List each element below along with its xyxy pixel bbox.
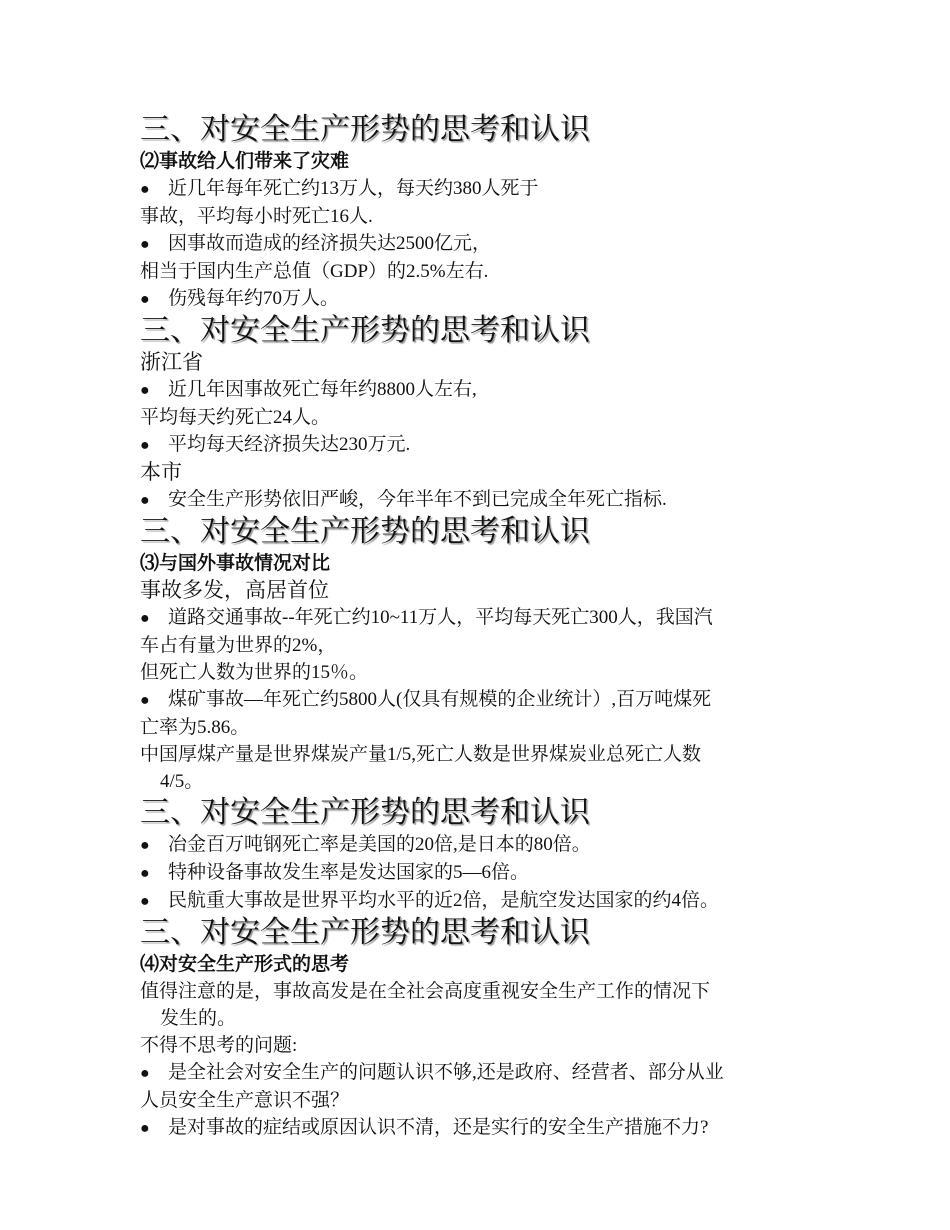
body-text: 值得注意的是，事故高发是在全社会高度重视安全生产工作的情况下 <box>140 981 711 1002</box>
bullet-text: 特种设备事故发生率是发达国家的5—6倍。 <box>168 862 530 883</box>
bullet-item <box>140 486 820 514</box>
bullet-text: 平均每天经济损失达230万元. <box>168 434 411 455</box>
bullet-item <box>140 175 820 203</box>
bullet-text: 安全生产形势依旧严峻，今年半年不到已完成全年死亡指标. <box>168 489 667 510</box>
section <box>140 112 820 313</box>
bullet-item <box>140 887 820 915</box>
bullet-text: 近几年因事故死亡每年约8800人左右, <box>168 379 477 400</box>
bullet-item <box>140 285 820 313</box>
bullet-icon: ● <box>140 492 150 509</box>
section <box>140 795 820 915</box>
body-text: 平均每天约死亡24人。 <box>140 407 331 428</box>
body-text: 发生的。 <box>160 1008 237 1029</box>
bullet-item <box>140 859 820 887</box>
bullet-icon: ● <box>140 437 150 454</box>
bullet-text: 煤矿事故—年死亡约5800人(仅具有规模的企业统计）,百万吨煤死 <box>168 689 712 710</box>
bullet-text: 伤残每年约70万人。 <box>168 288 340 309</box>
bullet-icon: ● <box>140 382 150 399</box>
section-subheading: ⑷对安全生产形式的思考 <box>140 953 350 975</box>
section <box>140 915 820 1142</box>
bullet-icon: ● <box>140 837 150 854</box>
bullet-icon: ● <box>140 865 150 882</box>
bullet-text: 道路交通事故--年死亡约10~11万人，平均每天死亡300人，我国汽 <box>168 607 713 628</box>
section-heading: 三、对安全生产形势的思考和认识 <box>140 515 590 548</box>
bullet-icon: ● <box>140 236 150 253</box>
body-text: 相当于国内生产总值（GDP）的2.5%左右. <box>140 261 489 282</box>
bullet-icon: ● <box>140 692 150 709</box>
bullet-item <box>140 1114 820 1142</box>
bullet-item <box>140 230 820 258</box>
section-heading: 三、对安全生产形势的思考和认识 <box>140 314 590 347</box>
bullet-item <box>140 831 820 859</box>
section-heading: 三、对安全生产形势的思考和认识 <box>140 113 590 146</box>
bullet-text: 是全社会对安全生产的问题认识不够,还是政府、经营者、部分从业 <box>168 1062 724 1083</box>
bullet-text: 近几年每年死亡约13万人，每天约380人死于 <box>168 178 539 199</box>
body-text: 但死亡人数为世界的15％。 <box>140 662 369 683</box>
body-text: 事故，平均每小时死亡16人. <box>140 206 373 227</box>
bullet-icon: ● <box>140 291 150 308</box>
section-heading: 三、对安全生产形势的思考和认识 <box>140 916 590 949</box>
region-label: 事故多发，高居首位 <box>140 578 329 602</box>
bullet-icon: ● <box>140 1120 150 1137</box>
body-text: 4/5。 <box>160 771 204 792</box>
region-label: 浙江省 <box>140 350 203 374</box>
body-text: 不得不思考的问题: <box>140 1035 298 1056</box>
region-label: 本市 <box>140 460 182 484</box>
section-heading: 三、对安全生产形势的思考和认识 <box>140 796 590 829</box>
bullet-item <box>140 686 820 714</box>
document-page <box>140 112 820 1142</box>
body-text: 中国厚煤产量是世界煤炭产量1/5,死亡人数是世界煤炭业总死亡人数 <box>140 744 702 765</box>
bullet-item <box>140 604 820 632</box>
bullet-text: 民航重大事故是世界平均水平的近2倍，是航空发达国家的约4倍。 <box>168 890 720 911</box>
bullet-icon: ● <box>140 893 150 910</box>
bullet-item <box>140 1059 820 1087</box>
section-subheading: ⑵事故给人们带来了灾难 <box>140 150 350 172</box>
bullet-text: 是对事故的症结或原因认识不清，还是实行的安全生产措施不力? <box>168 1117 709 1138</box>
section <box>140 313 820 514</box>
section <box>140 514 820 795</box>
bullet-icon: ● <box>140 1065 150 1082</box>
body-text: 人员安全生产意识不强？ <box>140 1090 350 1111</box>
bullet-icon: ● <box>140 610 150 627</box>
body-text: 亡率为5.86。 <box>140 717 250 738</box>
bullet-icon: ● <box>140 181 150 198</box>
section-subheading: ⑶与国外事故情况对比 <box>140 552 331 574</box>
bullet-item <box>140 431 820 459</box>
bullet-text: 冶金百万吨钢死亡率是美国的20倍,是日本的80倍。 <box>168 834 591 855</box>
bullet-text: 因事故而造成的经济损失达2500亿元， <box>168 233 492 254</box>
bullet-item <box>140 376 820 404</box>
body-text: 车占有量为世界的2%， <box>140 635 337 656</box>
